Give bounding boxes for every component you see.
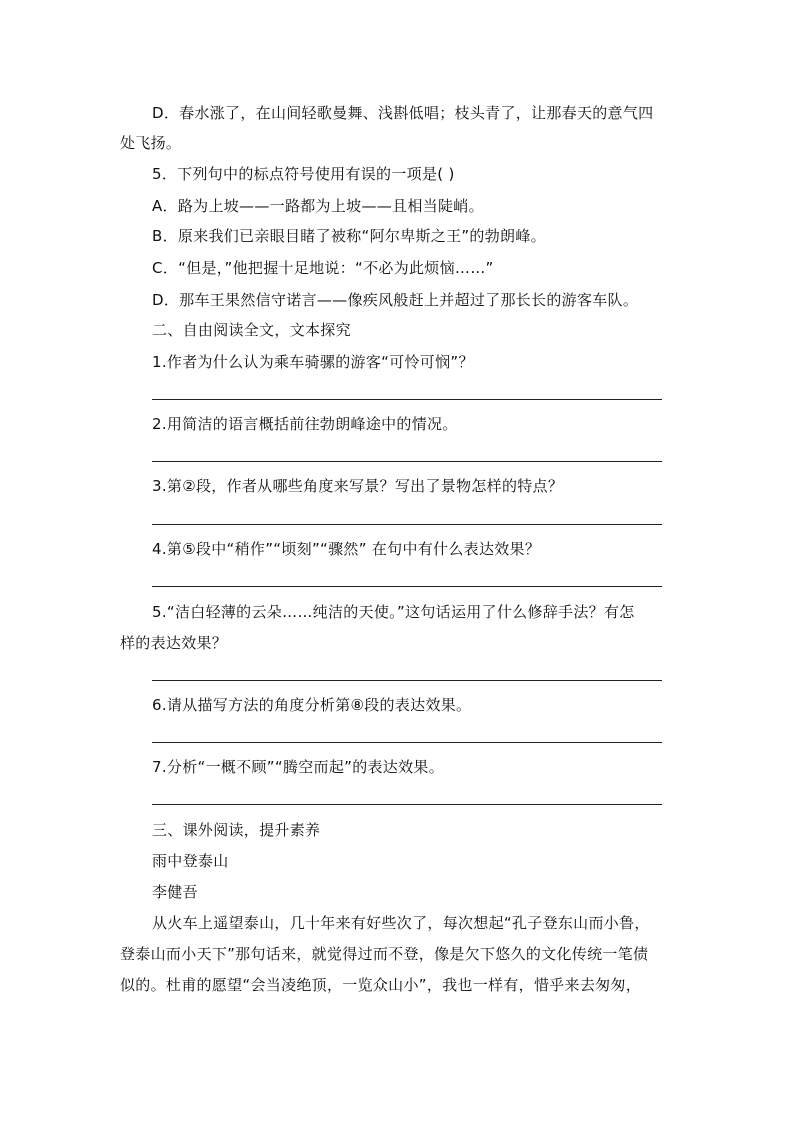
article-paragraph-line-3: 似的。杜甫的愿望“会当凌绝顶，一览众山小”，我也一样有，惜乎来去匆匆，	[120, 976, 642, 994]
article-title: 雨中登泰山	[152, 852, 229, 870]
subquestion-2: 2.用简洁的语言概括前往勃朗峰途中的情况。	[152, 415, 458, 433]
article-paragraph-line-1: 从火车上遥望泰山，几十年来有好些次了，每次想起“孔子登东山而小鲁，	[152, 914, 650, 932]
answer-line-4[interactable]	[152, 586, 662, 587]
question-5-stem: 5．下列句中的标点符号使用有误的一项是( )	[152, 165, 455, 183]
answer-line-1[interactable]	[152, 399, 662, 400]
question-5-option-a: A．路为上坡——一路都为上坡——且相当陡峭。	[152, 197, 484, 215]
question-4-option-d-line-2: 处飞扬。	[120, 134, 182, 152]
section-2-heading: 二、自由阅读全文，文本探究	[152, 321, 351, 339]
question-5-option-b: B．原来我们已亲眼目睹了被称“阿尔卑斯之王”的勃朗峰。	[152, 227, 546, 245]
article-author: 李健吾	[152, 883, 198, 901]
subquestion-1: 1.作者为什么认为乘车骑骡的游客“可怜可悯”？	[152, 353, 474, 371]
answer-line-3[interactable]	[152, 524, 662, 525]
subquestion-7: 7.分析“一概不顾”“腾空而起”的表达效果。	[152, 758, 444, 776]
subquestion-3: 3.第②段，作者从哪些角度来写景？写出了景物怎样的特点？	[152, 477, 564, 495]
answer-line-6[interactable]	[152, 742, 662, 743]
question-5-option-d: D．那车王果然信守诺言——像疾风般赶上并超过了那长长的游客车队。	[152, 291, 639, 309]
subquestion-5-line-2: 样的表达效果？	[120, 634, 228, 652]
answer-line-5[interactable]	[152, 680, 662, 681]
section-3-heading: 三、课外阅读，提升素养	[152, 821, 321, 839]
answer-line-7[interactable]	[152, 804, 662, 805]
answer-line-2[interactable]	[152, 461, 662, 462]
article-paragraph-line-2: 登泰山而小天下”那句话来，就觉得过而不登，像是欠下悠久的文化传统一笔债	[120, 945, 649, 963]
question-4-option-d-line-1: D．春水涨了，在山间轻歌曼舞、浅斟低唱；枝头青了，让那春天的意气四	[152, 104, 654, 122]
subquestion-5-line-1: 5.“洁白轻薄的云朵……纯洁的天使。”这句话运用了什么修辞手法？有怎	[152, 603, 635, 621]
question-5-option-c: C．“但是，”他把握十足地说：“不必为此烦恼……”	[152, 259, 494, 277]
subquestion-6: 6.请从描写方法的角度分析第⑧段的表达效果。	[152, 696, 472, 714]
subquestion-4: 4.第⑤段中“稍作”“顷刻”“骤然” 在句中有什么表达效果？	[152, 540, 541, 558]
